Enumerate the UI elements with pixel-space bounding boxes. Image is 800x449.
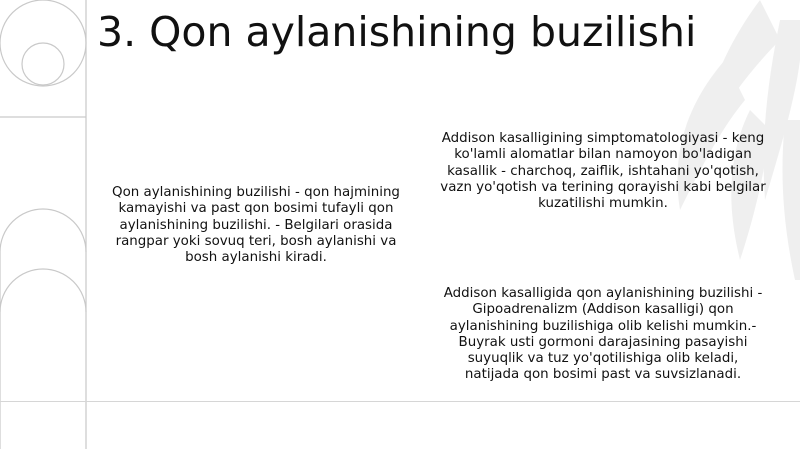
footer-divider-line: [0, 401, 800, 402]
decor-circle-small: [22, 43, 64, 85]
slide-title: 3. Qon aylanishining buzilishi: [97, 8, 697, 56]
decor-arch-upper: [0, 209, 86, 252]
circulatory-disorder-description: Qon aylanishining buzilishi - qon hajmining kamayishi va past qon bosimi tufayli qon aylanishining buzilishi. - Belgilari orasida rangpar yoki sovuq teri, bosh aylanishi va bosh aylanishi kiradi.: [112, 185, 400, 266]
decor-arch-lower: [0, 269, 86, 312]
addison-symptoms-description: Addison kasalligining simptomatologiyasi - keng ko'lamli alomatlar bilan namoyon bo'ladigan kasallik - charchoq, zaiflik, ishtahani yo'qotish, vazn yo'qotish va terining qorayishi kabi belgilar kuzatilishi mumkin.: [440, 131, 766, 212]
addison-circulation-description: Addison kasalligida qon aylanishining buzilishi - Gipoadrenalizm (Addison kasalligi) qon aylanishining buzilishiga olib kelishi mumkin.- Buyrak usti gormoni darajasining pasayishi suyuqlik va tuz yo'qotilishiga olib keladi, natijada qon bosimi past va suvsizlanadi.: [443, 286, 763, 383]
